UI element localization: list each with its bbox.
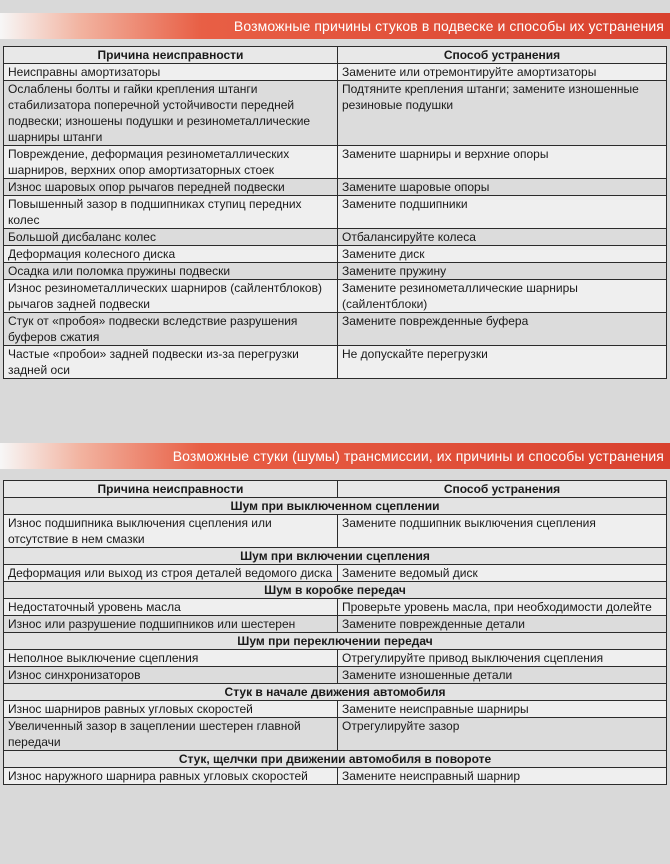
cause-cell: Повышенный зазор в подшипниках ступиц передних колес: [4, 196, 338, 229]
fix-cell: Замените подшипник выключения сцепления: [338, 515, 667, 548]
cause-cell: Большой дисбаланс колес: [4, 229, 338, 246]
table-row: [4, 616, 667, 633]
table-row: [4, 346, 667, 379]
table-row: [4, 246, 667, 263]
fix-cell: Замените пружину: [338, 263, 667, 280]
table-row: [4, 81, 667, 146]
section-header-row: [4, 684, 667, 701]
section-header-row: [4, 582, 667, 599]
section-title: Шум при выключенном сцеплении: [4, 498, 667, 515]
header-fix: Способ устранения: [338, 47, 667, 64]
cause-cell: Стук от «пробоя» подвески вследствие разрушения буферов сжатия: [4, 313, 338, 346]
fix-cell: Замените диск: [338, 246, 667, 263]
cause-cell: Деформация или выход из строя деталей ведомого диска: [4, 565, 338, 582]
cause-cell: Ослаблены болты и гайки крепления штанги стабилизатора поперечной устойчивости передней подвески; изношены подушки и резинометаллические шарниры штанги: [4, 81, 338, 146]
fix-cell: Подтяните крепления штанги; замените изношенные резиновые подушки: [338, 81, 667, 146]
section-title: Стук, щелчки при движении автомобиля в повороте: [4, 751, 667, 768]
fix-cell: Отрегулируйте зазор: [338, 718, 667, 751]
fix-cell: Замените ведомый диск: [338, 565, 667, 582]
fix-cell: Замените неисправный шарнир: [338, 768, 667, 785]
cause-cell: Износ резинометаллических шарниров (сайлентблоков) рычагов задней подвески: [4, 280, 338, 313]
table-row: [4, 146, 667, 179]
fix-cell: Замените подшипники: [338, 196, 667, 229]
section-header-row: [4, 751, 667, 768]
cause-cell: Износ шаровых опор рычагов передней подвески: [4, 179, 338, 196]
table-row: [4, 280, 667, 313]
suspension-noise-table: [3, 46, 667, 379]
cause-cell: Неполное выключение сцепления: [4, 650, 338, 667]
section-title: Шум при переключении передач: [4, 633, 667, 650]
fix-cell: Замените неисправные шарниры: [338, 701, 667, 718]
table-row: [4, 515, 667, 548]
fix-cell: Проверьте уровень масла, при необходимости долейте: [338, 599, 667, 616]
cause-cell: Деформация колесного диска: [4, 246, 338, 263]
cause-cell: Недостаточный уровень масла: [4, 599, 338, 616]
cause-cell: Износ наружного шарнира равных угловых скоростей: [4, 768, 338, 785]
cause-cell: Повреждение, деформация резинометаллических шарниров, верхних опор амортизаторных стоек: [4, 146, 338, 179]
table2-banner: Возможные стуки (шумы) трансмиссии, их причины и способы устранения: [0, 443, 670, 469]
table-row: [4, 229, 667, 246]
table1-banner: Возможные причины стуков в подвеске и способы их устранения: [0, 13, 670, 39]
fix-cell: Замените изношенные детали: [338, 667, 667, 684]
table-row: [4, 768, 667, 785]
section-header-row: [4, 633, 667, 650]
transmission-noise-table: [3, 480, 667, 785]
cause-cell: Износ шарниров равных угловых скоростей: [4, 701, 338, 718]
cause-cell: Износ или разрушение подшипников или шестерен: [4, 616, 338, 633]
section-header-row: [4, 548, 667, 565]
cause-cell: Износ подшипника выключения сцепления или отсутствие в нем смазки: [4, 515, 338, 548]
fix-cell: Замените поврежденные детали: [338, 616, 667, 633]
table-row: [4, 196, 667, 229]
header-cause: Причина неисправности: [4, 481, 338, 498]
fix-cell: Замените шаровые опоры: [338, 179, 667, 196]
cause-cell: Частые «пробои» задней подвески из-за перегрузки задней оси: [4, 346, 338, 379]
fix-cell: Замените резинометаллические шарниры (сайлентблоки): [338, 280, 667, 313]
table-row: [4, 64, 667, 81]
table-row: [4, 667, 667, 684]
cause-cell: Увеличенный зазор в зацеплении шестерен главной передачи: [4, 718, 338, 751]
fix-cell: Замените шарниры и верхние опоры: [338, 146, 667, 179]
header-cause: Причина неисправности: [4, 47, 338, 64]
table-row: [4, 565, 667, 582]
cause-cell: Осадка или поломка пружины подвески: [4, 263, 338, 280]
section-title: Шум при включении сцепления: [4, 548, 667, 565]
section-header-row: [4, 498, 667, 515]
section-title: Шум в коробке передач: [4, 582, 667, 599]
fix-cell: Не допускайте перегрузки: [338, 346, 667, 379]
header-fix: Способ устранения: [338, 481, 667, 498]
fix-cell: Отрегулируйте привод выключения сцепления: [338, 650, 667, 667]
fix-cell: Отбалансируйте колеса: [338, 229, 667, 246]
table-row: [4, 263, 667, 280]
fix-cell: Замените или отремонтируйте амортизаторы: [338, 64, 667, 81]
table-row: [4, 650, 667, 667]
table-row: [4, 313, 667, 346]
cause-cell: Износ синхронизаторов: [4, 667, 338, 684]
fix-cell: Замените поврежденные буфера: [338, 313, 667, 346]
table-row: [4, 718, 667, 751]
section-title: Стук в начале движения автомобиля: [4, 684, 667, 701]
table-row: [4, 179, 667, 196]
table-row: [4, 599, 667, 616]
table-row: [4, 701, 667, 718]
cause-cell: Неисправны амортизаторы: [4, 64, 338, 81]
